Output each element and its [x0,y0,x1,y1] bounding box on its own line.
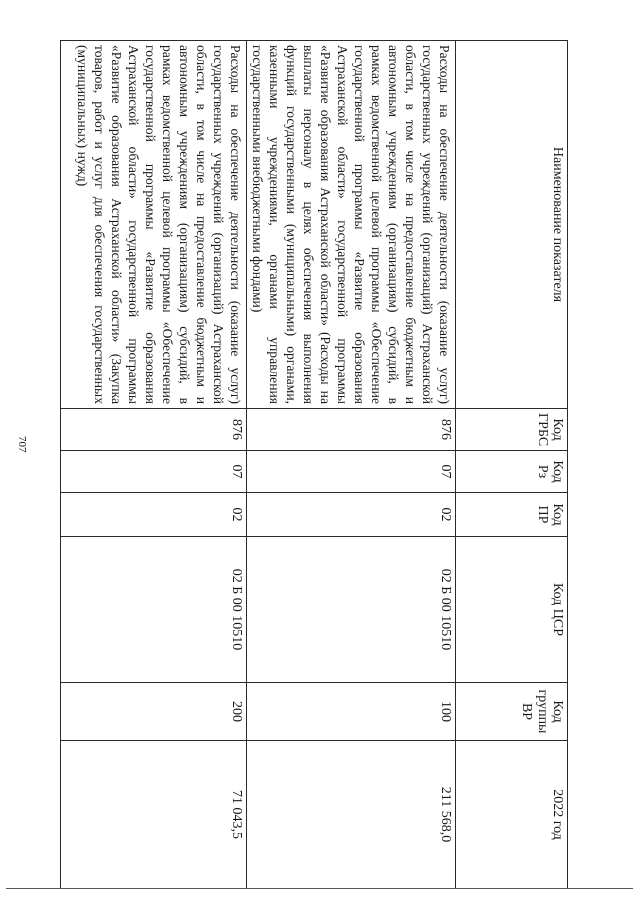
row-pr: 02 [61,493,247,537]
row-value: 71 043,5 [61,741,247,889]
header-row [456,41,568,889]
table-row [61,41,247,889]
row-name: Расходы на обеспечение деятельности (оказание услуг) государственных учреждений (организаций) Астраханской области, в том числе на предоставление бюджетным и автономным учреждениям (организациям) субсидий, в рамках ведомственной целевой программы «Обеспечение государственной программы «Развитие образования Астраханской области» государственной программы «Развитие образования Астраханской области» (Закупка товаров, работ и услуг для обеспечения государственных (муниципальных) нужд) [61,41,247,409]
header-grbs: Код ГРБС [456,409,568,451]
page-number: 707 [16,436,28,453]
row-rz: 07 [247,451,456,493]
header-vr: Код группы ВР [456,683,568,741]
row-pr: 02 [247,493,456,537]
row-csr: 02 Б 00 10510 [61,537,247,683]
row-grbs: 876 [247,409,456,451]
row-vr: 200 [61,683,247,741]
header-year: 2022 год [456,741,568,889]
row-value: 211 568,0 [247,741,456,889]
header-rz: Код Рз [456,451,568,493]
budget-table [60,40,568,889]
header-csr: Код ЦСР [456,537,568,683]
row-name: Расходы на обеспечение деятельности (оказание услуг) государственных учреждений (организаций) Астраханской области, в том числе на предоставление бюджетным и автономным учреждениям (организациям) субсидий, в рамках ведомственной целевой программы «Обеспечение государственной программы «Развитие образования Астраханской области» государственной программы «Развитие образования Астраханской области» (Расходы на выплаты персоналу в целях обеспечения выполнения функций государственными (муниципальными) органами, казенными учреждениями, органами управления государственными внебюджетными фондами) [247,41,456,409]
row-vr: 100 [247,683,456,741]
row-grbs: 876 [61,409,247,451]
bottom-rule [6,888,633,889]
row-csr: 02 Б 00 10510 [247,537,456,683]
row-rz: 07 [61,451,247,493]
budget-table-container [75,40,568,888]
header-name: Наименование показателя [456,41,568,409]
table-row [247,41,456,889]
header-pr: Код ПР [456,493,568,537]
